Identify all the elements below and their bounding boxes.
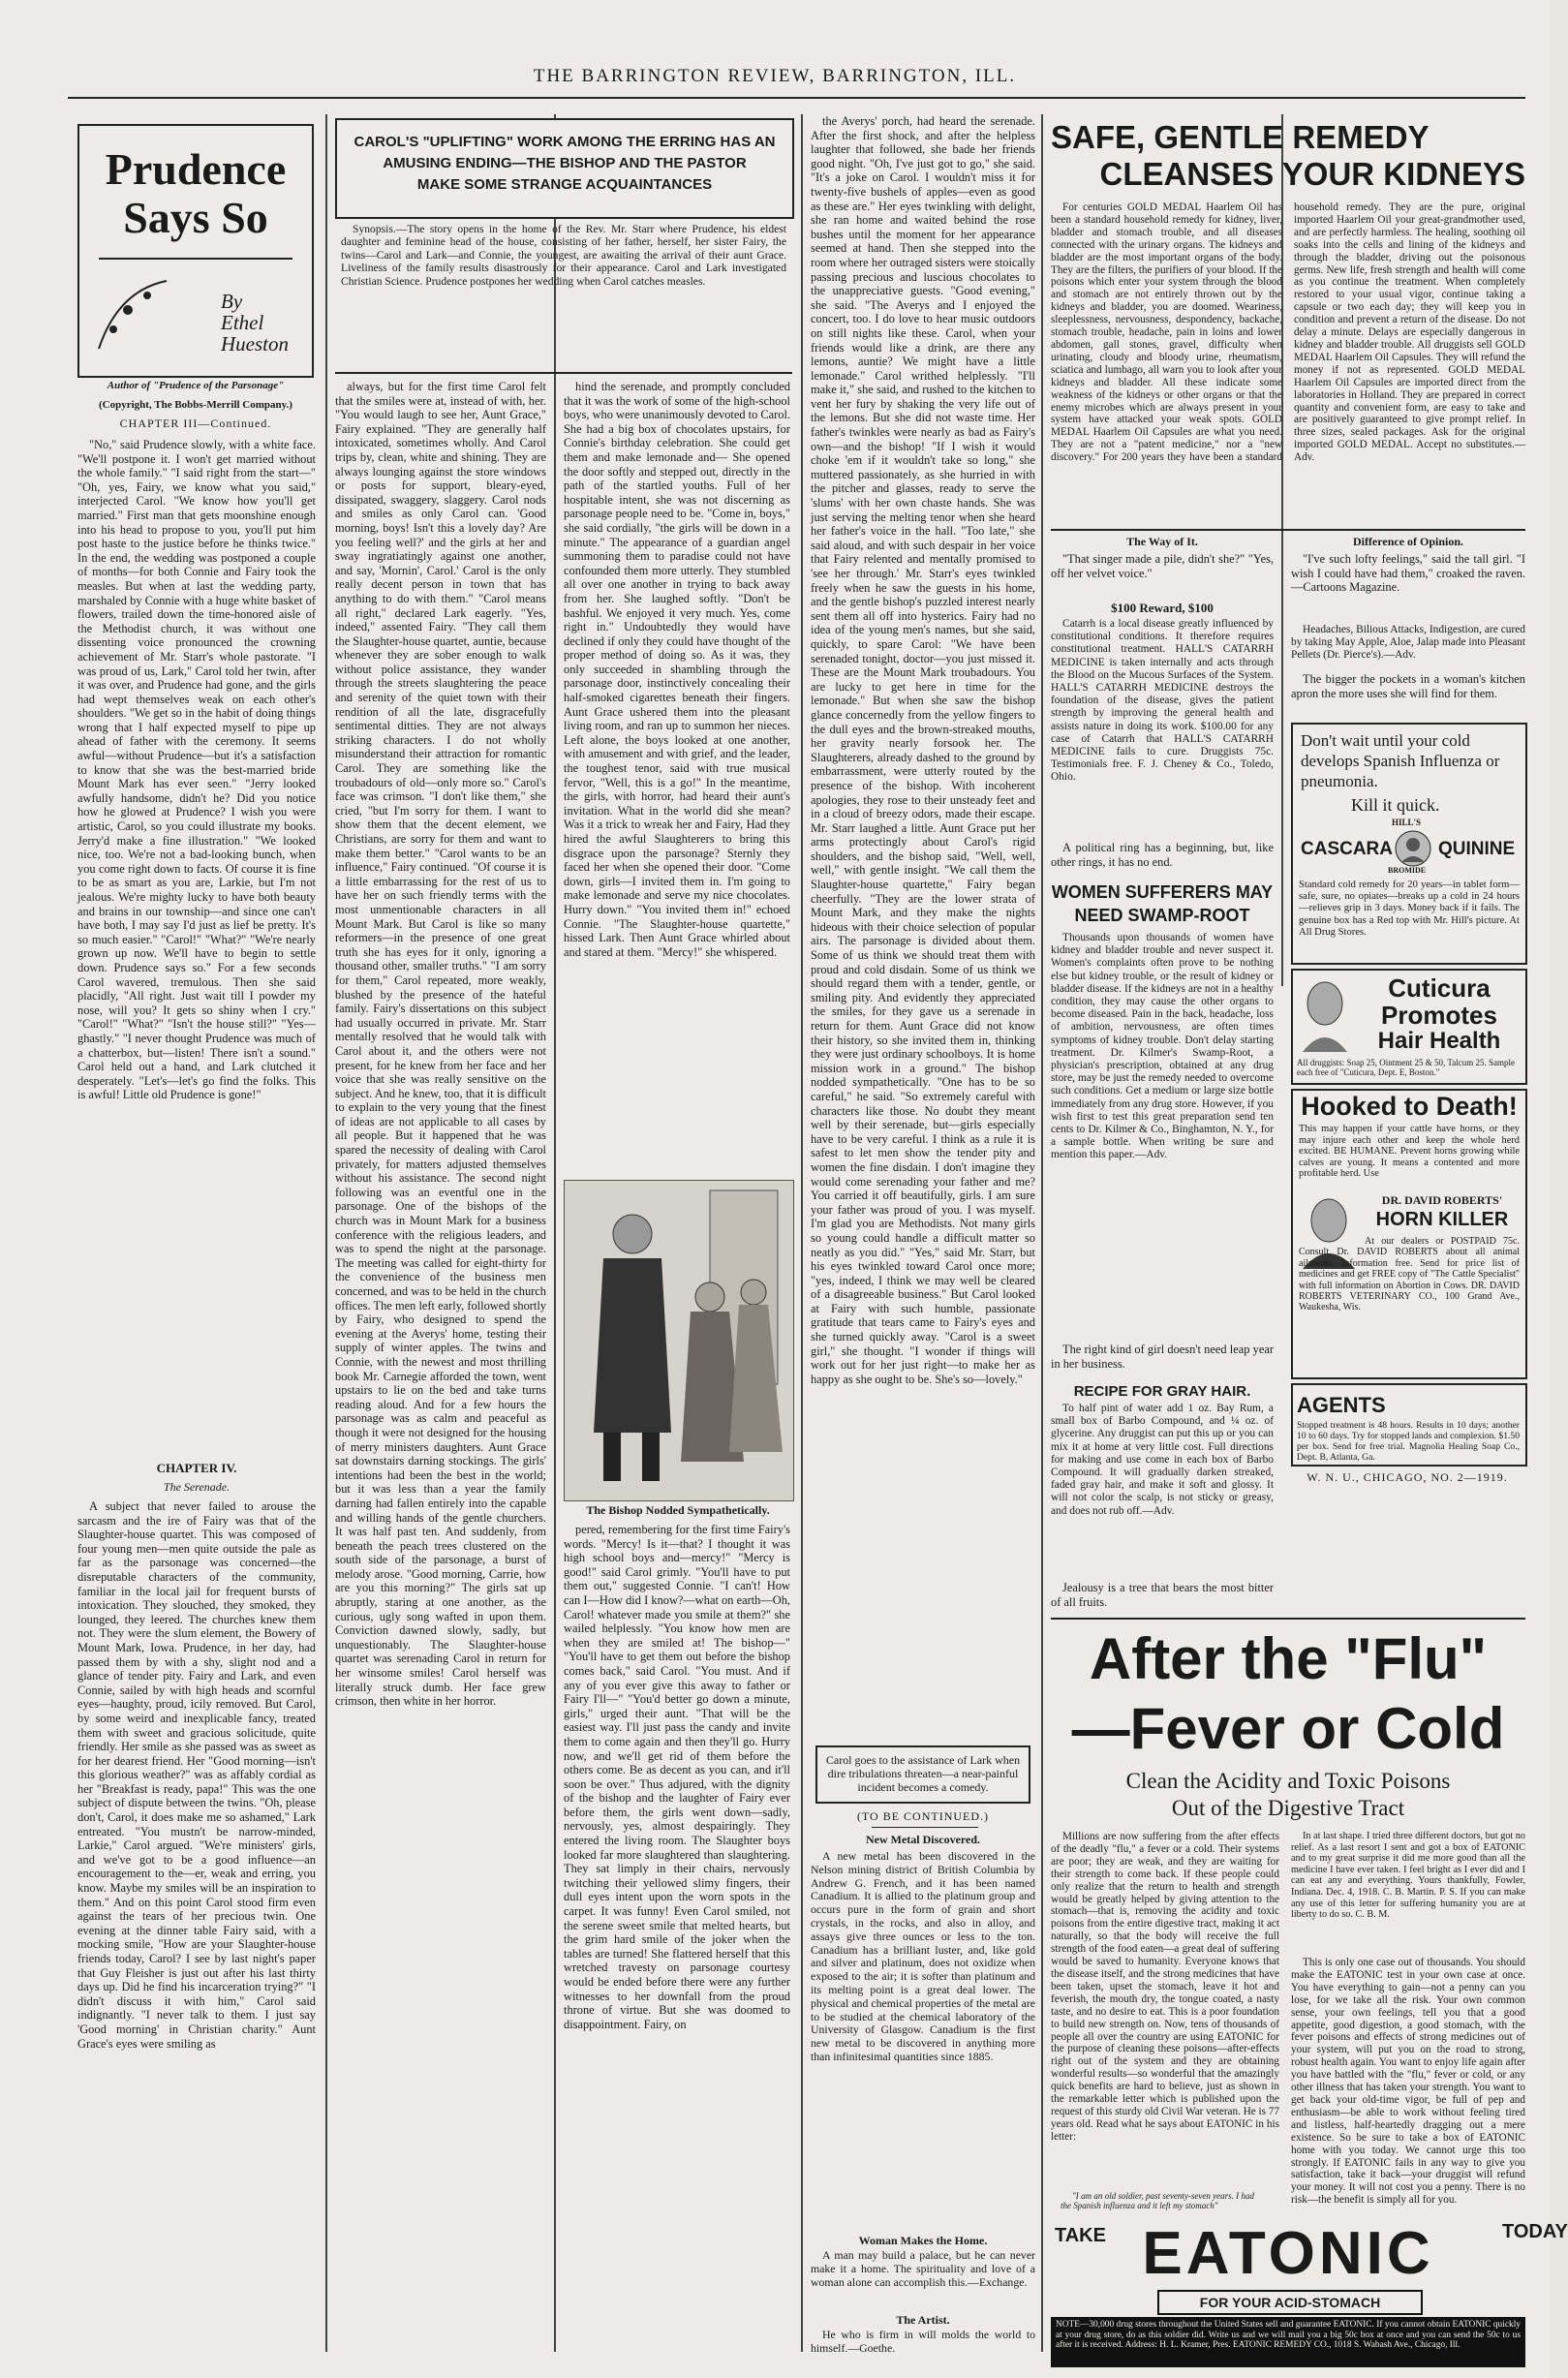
pierce-body xyxy=(1291,624,1525,666)
teaser-text: Carol goes to the assistance of Lark when dire tribulations threaten—a near-painful incident becomes a comedy. xyxy=(825,1753,1021,1794)
filler-woman-head: Woman Makes the Home. xyxy=(858,2234,988,2247)
serial-paragraph: hind the serenade, and promptly concluded that it was the work of some of the high-school boys, who were unanimously devoted to Carol. She had a big box of chocolates upstairs, for Connie's birthday celebration. She could get them and make lemonade and— She opened the door softly and stepped out, directly in the path of the startled youths. Full of her hospitable intent, she was not discerning as parsonage people need to be. "Come in, boys," she said cordially, "the girls will be down in a minute." The appearance of a guardian angel summoning them to paradise could not have confounded them more utterly. They stumbled all over one another in trying to back away from her. She laughed softly. "Don't be bashful. We enjoyed it very much. Yes, come right in." Undoubtedly they would have declined if only they could have thought of the proper method of doing so. As it was, they only succeeded in shambling through the parsonage door, instinctively concealing their half-smoked cigarettes beneath their fingers. Aunt Grace ushered them into the pleasant living room, and ran up to summon her nieces. Left alone, the boys looked at one another, with amusement and with grief, and the leader, the toughest tenor, said with true musical fervor, "Well, this is a go!" In the meantime, the girls, with horror, had heard their aunt's invitation. What in the world did she mean? Was it a trick to wreak her and Fairy, Had they hired the awful Slaughterers to bring this disgrace upon the parsonage? Sternly they faced her when she opened their door. "Come down, girls—I invited them in. I'm going to make lemonade and serve my nice chocolates. Hurry down." "You invited them in!" echoed Connie. "The Slaughter-house quartette," hissed Lark. Then Aunt Grace whirled about and stared at them. "Mercy!" she whispered. xyxy=(564,380,791,959)
kidneys-ad-text: For centuries GOLD MEDAL Haarlem Oil has been a standard household remedy for kidney, liver, bladder and stomach trouble, and all diseases connected with the urinary organs. The kidneys and bladder are the most important organs of the body. They are the filters, the purifiers of your blood. If the poisons which enter your system through the blood and stomach are not entirely thrown out by the kidneys and bladder, you are doomed. Weariness, sleeplessness, nervousness, despondency, backache, stomach trouble, headache, pain in loins and lower abdomen, gall stones, gravel, difficulty when urinating, cloudy and bloody urine, rheumatism, sciatica and lumbago, all warn you to look after your kidneys and bladder. All these indicate some weakness of the kidneys or other organs or that the enemy microbes which are always present in your system have attacked your weak spots. GOLD MEDAL Haarlem Oil Capsules are what you need. They are not a "patent medicine," nor a "new discovery." For 200 years they have been a standard household remedy. They are the pure, original imported Haarlem Oil your great-grandmother used, and are perfectly harmless. The healing, soothing oil soaks into the cells and lining of the kidneys and through the bladder, driving out the poisonous germs. New life, fresh strength and health will come as you continue the treatment. When completely restored to your usual vigor, continue taking a capsule or two each day; they will keep you in condition and prevent a return of the disease. Do not delay a minute. Delays are especially dangerous in kidney and bladder trouble. All druggists sell GOLD MEDAL Haarlem Oil Capsules. They will refund the money if not as represented. GOLD MEDAL Haarlem Oil Capsules are imported direct from the laboratories in Holland. They are prepared in correct quantity and convenient form, are easy to take and are positively guaranteed to give prompt relief. In three sizes, sealed packages. Ask for the original imported GOLD MEDAL. Accept no substitutes.—Adv. xyxy=(1051,201,1525,464)
serial-paragraph: pered, remembering for the first time Fairy's words. "Mercy! Is it—that? I thought it was high school boys and—mercy!" "Mercy is good!" said Carol grimly. "You'll have to put them out," suggested Connie. "I can't! How can I—How did I know?—what on earth—Oh, Carol! whatever made you smile at them?" she wailed helplessly. "You know how men are when they are smiled at! The bishop—" "You'll have to get them out before the bishop comes back," said Carol. "You must. And if any of you ever give this away to father or Fairy I'll—" "You'd better go down a minute, girls," urged their aunt. "That will be the easiest way. I'll just pass the candy and invite them to come again and then they'll go. Hurry now, and we'll get rid of them before the others come. Be as decent as you can, and it'll soon be over." Thus adjured, with the dignity of the bishop and the laughter of Fairy ever before them, the girls went down—sadly, nervously, yes, almost despairingly. They entered the living room. The Slaughter boys looked far more slaughtered than slaughtering. They sat limply in their chairs, nervously twitching their yellowed slimy fingers, their dull eyes intent upon the worn spots in the carpet. It was funny! Even Carol smiled, not the serene sweet smile that melted hearts, but the grim hard smile of the joker when the tables are turned! She flattered herself that this wretched travesty on parsonage courtesy would be ended before there were any further witnesses to her downfall from the proud throne of virtue. But she was doomed to disappointment. Fairy, on xyxy=(564,1523,790,2031)
filler-woman-text: A man may build a palace, but he can never make it a home. The spirituality and love of a woman alone can accomplish this.—Exchange. xyxy=(811,2248,1035,2289)
veteran-letter xyxy=(1291,1831,1525,1953)
quinine-brand: QUININE xyxy=(1438,839,1516,859)
serial-title-line1: Prudence xyxy=(105,144,287,194)
flu-sub2: Out of the Digestive Tract xyxy=(1171,1796,1405,1820)
way-text: "That singer made a pile, didn't she?" "Yes, off her velvet voice." xyxy=(1051,552,1274,580)
filler-rule xyxy=(872,1827,978,1828)
illustration-caption: The Bishop Nodded Sympathetically. xyxy=(586,1503,770,1517)
bishop-figures-icon xyxy=(565,1181,793,1500)
serial-col3-bottom xyxy=(564,1523,790,2361)
cascara-text: Standard cold remedy for 20 years—in tablet form—safe, sure, no opiates—breaks up a cold in 24 hours—relieves grip in 3 days. Money back if it fails. The genuine box has a Red top with Mr. Hill's picture. At All Drug Stores. xyxy=(1299,880,1520,938)
serial-paragraph: the Averys' porch, had heard the serenade. After the first shock, and after the helpless laughter that followed, she bade her friends good night. "Oh, I've just got to go," she said. "It's a joke on Carol. I wouldn't miss it for twenty-five bushels of apples—even as good as these are." Her eyes twinkling with delight, she ran home and waited behind the rose bushes until the moment for her appearance seemed at hand. Then she stepped into the room where her outraged sisters were stoically passing precious and luscious chocolates to the unappreciative guests. "Good evening," she said. "The Averys and I enjoyed the concert, too. I do love to hear music outdoors on still nights like these. Carol, when your friends would like a drink, are there any lemons, auntie? We might have a little lemonade." Carol writhed helplessly. "I'll make it," she said, and rushed to the kitchen to vent her fury by shaking the very life out of the lemons. But she did not waste time. Her father's twinkles were nearly as bad as Fairy's own—and the bishop! "If I wish it would choke 'em if it wouldn't take so long," she muttered passionately, as she hurried in with the pitcher and glasses, ready to serve the 'slums' with her own chaste hands. She was just serving the melting tenor when she heard her father's voice in the hall. "Too late," she said aloud, and with such despair in her voice that Fairy relented and mentally promised to 'see her through.' Mr. Starr's eyes twinkled freely when he saw the guests in his home, and the gentle bishop's puzzled interest nearly sent them all off into hysterics. Fairy had no idea of the young men's names, but she said, quickly, to spare Carol: "We have been serenaded tonight, doctor—you just missed it. These are the Mount Mark troubadours. You are lucky to get here in time for the lemonade." But when she saw the bishop glance concernedly from the yellow fingers to the dull eyes and the brown-streaked mouths, her gravity nearly forsook her. The Slaughterers, already dashed to the ground by embarrassment, were utterly routed by the presence of the bishop. With incoherent apologies, they rose to their unsteady feet and in a cloud of breezy odors, made their escape. Mr. Starr laughed a little. Aunt Grace put her arms protectingly about Carol's rigid shoulders, and the bishop said, "Well, well, well," with gentle insight. "We call them the Slaughter-house quartette," Fairy began cheerfully. "They are the lower strata of Mount Mark, and they make the nights hideous with their choice selection of popular airs. The parsonage is divided about them. Some of us think we should treat them with proud and cold disdain. Some of us think we should regard them with a tender, gentle, or smiling pity. And evidently they appreciated the smiles, for they gave us a serenade in return for them. Aunt Grace did not know their history, so she invited them in, thinking they were just ordinary schoolboys. It is home mission work in a ground." The bishop nodded sympathetically. "One has to be so careful," he said. "So extremely careful with characters like those. No doubt they meant well by their serenade, but—girls especially have to be very careful. I think as a rule it is safest to let men show the tender pity and women the fine disdain. I don't imagine they would come serenading your father and me? You carried it off beautifully, girls. I am sure your father was proud of you. I was myself. I'm glad you are Methodists. Not many girls so young could handle a difficult matter so neatly as you did." "Yes," said Mr. Starr, but his eyes twinkled toward Carol once more; "yes, indeed, I think we may well be cleared of a disagreeable business." But Carol looked at Fairy with such humble, passionate gratitude that tears came to Fairy's eyes and she turned quickly away. "Carol is a sweet girl," she thought. "I wonder if things will work out for her just right—to make her as happy as she ought to be. She's so—lovely." xyxy=(811,114,1035,1386)
reward-head: $100 Reward, $100 xyxy=(1111,601,1214,615)
letter-text: In at last shape. I tried three different doctors, but got no relief. As a last resort I sent and got a box of EATONIC and to my great surprise it did me more good than all the medicine I have ever taken. I feel bright as I ever did and I can eat any and everything. Yours thankfully, Fowler, Indiana. Dec. 4, 1918. C. B. Martin. P. S. If you can make any use of this letter for suffering humanity you are at liberty to do so. C. B. M. xyxy=(1291,1831,1525,1921)
gray-body xyxy=(1051,1403,1274,1577)
serial-col1-top xyxy=(77,438,316,1455)
filler-artist-text: He who is firm in will molds the world to himself.—Goethe. xyxy=(811,2328,1035,2355)
column-rule xyxy=(325,114,327,2352)
flu-headline2: —Fever or Cold xyxy=(1071,1696,1505,1761)
author-credit: Author of "Prudence of the Parsonage" xyxy=(107,380,285,391)
eatonic-logo-block xyxy=(1051,2220,1568,2365)
filler-metal xyxy=(811,1850,1035,2228)
cuticura-head2: Promotes xyxy=(1381,1001,1497,1030)
ring-text: A political ring has a beginning, but, like other rings, it has no end. xyxy=(1051,841,1274,869)
serial-col3-top xyxy=(564,380,790,1174)
jealousy-text: Jealousy is a tree that bears the most bitter of all fruits. xyxy=(1051,1581,1274,1609)
gray-text: To half pint of water add 1 oz. Bay Rum, a small box of Barbo Compound, and ¼ oz. of glycerine. Any druggist can put this up or you can mix it at home at very little cost. Full directions for making and use come in each box of Barbo Compound. It will gradually darken streaked, faded gray hair, and make it soft and glossy. It will not color the scalp, is not sticky or greasy, and does not rub off.—Adv. xyxy=(1051,1403,1274,1517)
synopsis-text: Synopsis.—The story opens in the home of the Rev. Mr. Starr where Prudence, his eldest daughter and feminine head of the house, consisting of her father, herself, her sister Fairy, the twins—Carol and Lark—and Connie, the youngest, are awaiting the arrival of their aunt Grace. Liveliness of the family results disastrously for their appearance. Carol and Lark investigated Christian Science. Prudence postpones her wedding when Carol catches measles. xyxy=(341,223,786,288)
flu-headline1: After the "Flu" xyxy=(1089,1626,1488,1691)
flu-body-left xyxy=(1051,1831,1279,2189)
woman-portrait-icon xyxy=(1297,974,1353,1054)
cascara-head: Don't wait until your cold develops Spanish Influenza or pneumonia. xyxy=(1301,731,1500,790)
byline-first: Ethel xyxy=(221,311,264,334)
ad-rule xyxy=(1051,529,1525,531)
opinion-text: "I've such lofty feelings," said the tall girl. "I wish I could have had them," croaked the raven.—Cartoons Magazine. xyxy=(1291,552,1525,595)
flu-rule xyxy=(1051,1618,1525,1620)
hooked-text: This may happen if your cattle have horns, or they may injure each other and keep the whole herd excited. BE HUMANE. Prevent horns growing while calves are young. It means a contented and more profitable herd. Use xyxy=(1299,1124,1520,1180)
serial-col4 xyxy=(811,114,1035,1742)
opinion-body xyxy=(1291,552,1525,618)
kidneys-ad-body xyxy=(1051,201,1525,526)
serial-title-box xyxy=(77,124,314,378)
masthead: THE BARRINGTON REVIEW, BARRINGTON, ILL. xyxy=(533,66,1017,86)
hooked-head: Hooked to Death! xyxy=(1301,1092,1518,1121)
women-head2: NEED SWAMP-ROOT xyxy=(1074,906,1250,925)
filler-metal-text: A new metal has been discovered in the Nelson mining district of British Columbia by Andrew G. French, and it has been named Canadium. It is allied to the platinum group and occurs pure in the form of grain and short crystals, in the rocks, and also in alloy, and assays give three ounces or less to the ton. Canadium has a brilliant luster, and, like gold and silver and platinum, does not oxidize when exposed to the air; it is softer than platinum and its melting point is a great deal lower. The physical and chemical properties of the metal are to be studied at the chemical laboratory of the University of Glasgow. Canadium is the first new metal to be discovered in anything more than infinitesimal quantities since 1885. xyxy=(811,1849,1035,2063)
flu-text2: This is only one case out of thousands. You should make the EATONIC test in your own case at once. You have everything to gain—not a penny can you lose, for we take all the risk. Your own common sense, your own feelings, tell you that a good appetite, good digestion, a good stomach, with the fever poisons and effects of strong medicines out of your system, will put you on the road to strong, robust health again. You want to enjoy life again after you have battled with the "flu," fever or cold, or any other illness that has taken your strength. You want to get back your old-time vigor, be full of pep and enthusiasm—be able to work without feeling tired and listless, half-heartedly dragging out a mere existence. So be sure to take a box of EATONIC home with you today. We cannot urge this too strongly. If EATONIC fails in any way to give you satisfaction, take it back—your druggist will refund your money. It will not cost you a penny. There is no risk—the benefit is simply all for you. xyxy=(1291,1957,1525,2207)
horn-killer-brand: HORN KILLER xyxy=(1375,1209,1509,1230)
copyright: (Copyright, The Bobbs-Merrill Company.) xyxy=(99,399,292,411)
to-be-continued: (TO BE CONTINUED.) xyxy=(856,1809,990,1823)
flu-text: Millions are now suffering from the after effects of the deadly "flu," a fever or a cold. Their systems are poor; they are weak, and they are waiting for their strength to come back. If these people could only realize that the return to health and strength would be greatly helped by giving attention to the stomach—that is, removing the acidity and toxic poisons from the entire digestive tract, making it act naturally, so that the body will receive the full strength of the food eaten—a great deal of suffering would be saved to humanity. Everyone knows that the disease itself, and the strong medicines that have been taken, upset the stomach, leave it hot and feverish, the mouth dry, the tongue coated, a nasty taste, and no desire to eat. This is a poor foundation to build new strength on. Now, tens of thousands of people all over the country are using EATONIC for the purpose of cleaning these poisons—after-effects right out of the system and they are obtaining wonderful results—so wonderful that the amazingly quick benefits are hard to believe, just as shown in the remarkable letter which is published upon the request of this sturdy old Civil War veteran. He is 77 years old. Read what he says about EATONIC in his letter: xyxy=(1051,1831,1279,2143)
horn-text: At our dealers or POSTPAID 75c. Consult Dr. DAVID ROBERTS about all animal ailments. Information free. Send for price list of medicines and get FREE copy of "The Cattle Specialist" with full information on Abortion in Cows. DR. DAVID ROBERTS VETERINARY CO., 100 Grand Ave., Waukesha, Wis. xyxy=(1299,1236,1520,1313)
agents-text: Stopped treatment is 48 hours. Results in 10 days; another 10 to 60 days. Try for stopped lands and complexion. $1.50 per box. Send for free trial. Magnolia Healing Soap Co., Dept. B, Atlanta, Ga. xyxy=(1297,1420,1520,1463)
gray-head: RECIPE FOR GRAY HAIR. xyxy=(1073,1383,1251,1400)
serial-col1-bottom xyxy=(77,1499,316,2362)
chapter-title: The Serenade. xyxy=(163,1480,231,1494)
women-text: Thousands upon thousands of women have kidney and bladder trouble and never suspect it. Women's complaints often prove to be nothing else but kidney trouble, or the result of kidney or bladder disease. If the kidneys are not in a healthy condition, they may cause the other organs to become diseased. Pain in the back, headache, loss of ambition, nervousness, are often times symptoms of kidney trouble. Don't delay starting treatment. Dr. Kilmer's Swamp-Root, a physician's prescription, obtained at any drug store, may be just the remedy needed to overcome such conditions. Get a medium or large size bottle immediately from any drug store. However, if you wish first to test this great preparation send ten cents to Dr. Kilmer & Co., Binghamton, N. Y., for a sample bottle. When writing be sure and mention this paper.—Adv. xyxy=(1051,932,1274,1161)
serial-col2 xyxy=(335,380,546,2361)
byline-last: Hueston xyxy=(221,332,289,355)
veteran-quote-text: "I am an old soldier, past seventy-seven years. I had the Spanish influenza and it left my stomach" xyxy=(1061,2191,1254,2210)
masthead-rule xyxy=(68,97,1525,99)
column-rule xyxy=(801,114,803,2352)
reward-body xyxy=(1051,618,1274,837)
kidneys-headline1: SAFE, GENTLE REMEDY xyxy=(1051,119,1430,155)
reward-text: Catarrh is a local disease greatly influenced by constitutional conditions. It therefore requires constitutional treatment. HALL'S CATARRH MEDICINE is taken internally and acts through the Blood on the Mucous Surfaces of the System. HALL'S CATARRH MEDICINE destroys the foundation of the disease, gives the patient strength by improving the general health and assists nature in doing its work. $100.00 for any case of Catarrh that HALL'S CATARRH MEDICINE fails to cure. Druggists 75c. Testimonials free. F. J. Cheney & Co., Toledo, Ohio. xyxy=(1051,618,1274,784)
pocket-text: The bigger the pockets in a woman's kitchen apron the more uses she will find for them. xyxy=(1291,672,1525,700)
serial-paragraph: "No," said Prudence slowly, with a white face. "We'll postpone it. I won't get married without the whole family." "I said right from the start—" "Oh, yes, Fairy, we know what you said," interjected Carol. "We know how you'll get married." First man that gets moonshine enough into his head to propose to you, you'll put him post haste to the justice before he thinks twice." In the end, the wedding was postponed a couple of months—for both Connie and Fairy took the measles. But when at last the wedding party, marshaled by Connie with a huge white basket of flowers, trailed down the time-honored aisle of the Methodist church, it was without one dissenting voice pronounced the crowning achievement of Mr. Starr's whole pastorate. "I was proud of us, Lark," Carol told her twin, after it was over, and Prudence had gone, and the girls had wept themselves weak on each other's shoulders. "We get so in the habit of doing things wrong that I half expected myself to pipe up ahead of father with the ceremony. It seems awful—without Prudence—but it's a satisfaction to know that she was the best-married bride Mount Mark has ever seen." "Jerry looked awfully handsome, didn't he? Did you notice how he glowed at Prudence? I wish you were artistic, Carol, so you could illustrate my books. Jerry'd make a fine illustration." "We looked nice, too. We're not a bad-looking bunch, when you come right down to facts. Of course it is fine to be as smart as you are, Larkie, but I'm not jealous. We're mighty lucky to have both beauty and brains in our township—and since one can't have both, I may say I'd just as lief be pretty. It's so much easier." "Carol!" "What?" "We're nearly grown up now. We'll have to begin to settle down. Prudence says so." For a few seconds Carol wavered, tremulous. Then she said placidly, "All right. Just wait till I powder my nose, will you? It gets so shiny when I cry." "Carol!" "What?" "Isn't the house still?" "Yes—ghastly." "I never thought Prudence was much of a chatterbox, but—listen! There isn't a sound." Carol held out a hand, and Lark clutched it desperately. "Let's—let's go find the folks. This is awful! Little old Prudence is gone!" xyxy=(77,438,316,1102)
pocket-body xyxy=(1291,672,1525,717)
serial-title-line2: Says So xyxy=(123,193,268,242)
title-divider xyxy=(99,258,292,260)
headline-line2: AMUSING ENDING—THE BISHOP AND THE PASTOR xyxy=(383,155,747,171)
jealousy-body xyxy=(1051,1581,1274,1612)
chapter-continued: CHAPTER III—Continued. xyxy=(119,417,272,430)
bishop-illustration xyxy=(564,1180,794,1501)
eatonic-brand: EATONIC xyxy=(1142,2220,1434,2287)
bromide-brand: BROMIDE xyxy=(1388,866,1427,875)
veteran-quote xyxy=(1061,2191,1254,2218)
agents-head: AGENTS xyxy=(1297,1393,1386,1417)
column-rule xyxy=(1041,114,1043,2352)
kidneys-headline2: CLEANSES YOUR KIDNEYS xyxy=(1099,156,1525,192)
way-body xyxy=(1051,552,1274,595)
headline-line3: MAKE SOME STRANGE ACQUAINTANCES xyxy=(416,176,713,193)
story-headline-box xyxy=(335,118,794,219)
cascara-kill: Kill it quick. xyxy=(1351,795,1440,815)
serial-paragraph: A subject that never failed to arouse the sarcasm and the ire of Fairy was that of the Slaughter-house quartet. This was composed of four young men—men quite outside the pale as far as the parsonage was concerned—the disreputable characters of the community, familiar in the local jail for frequent bursts of intoxication. They slouched, they smoked, they lounged, they leered. The churches knew them not. They were the slum element, the Bowery of Mount Mark, Iowa. Prudence, in her day, had passed them by with a shy, slight nod and a glance of tender pity. Fairy and Lark, and even Connie, sailed by with high heads and scornful eyes—haughty, proud, icily removed. But Carol, by some weird and inexplicable fancy, treated them with sweet and gracious solicitude, quite friendly. Her smile as she passed was as sweet as for her dearest friend. Her "Good morning—isn't this glorious weather?" was as affably cordial as her "Breakfast is ready, papa!" This was the one subject of dispute between the twins. "Oh, please don't, Carol, it does make me so ashamed," Lark entreated. "You mustn't be narrow-minded, Larkie," Carol argued. "We're ministers' girls, and we've got to be a good influence—an encouragement to the—er, weak and erring, you know. Maybe my smiles will be an inspiration to them." And on this point Carol stood firm even against the tears of her precious twin. One evening at the dinner table Fairy said, with a mocking smile, "How are your Slaughter-house friends today, Carol? I see by last night's paper that Guy Fleisher is just out after his last thirty days up. Did he find his incarceration trying?" "I didn't discuss it with him," Carol said indignantly. "I never talk to them. I just say 'Good morning' in Christian charity." Aunt Grace's eyes were smiling as xyxy=(77,1499,316,2051)
cuticura-head3: Hair Health xyxy=(1377,1028,1501,1054)
chapter-number: CHAPTER IV. xyxy=(156,1461,237,1475)
horn-killer-ad xyxy=(1291,1089,1527,1379)
ring-body xyxy=(1051,841,1274,872)
opinion-head: Difference of Opinion. xyxy=(1352,535,1464,548)
pierce-text: Headaches, Bilious Attacks, Indigestion, are cured by taking May Apple, Aloe, Jalap made into Pleasant Pellets (Dr. Pierce's).—Adv. xyxy=(1291,624,1525,662)
flu-body-right xyxy=(1291,1957,1525,2207)
synopsis-rule xyxy=(335,372,792,374)
eatonic-take: TAKE xyxy=(1055,2225,1106,2246)
mr-hill-portrait-icon xyxy=(1394,829,1432,868)
cascara-brand: CASCARA xyxy=(1301,839,1393,859)
cuticura-head1: Cuticura xyxy=(1388,973,1491,1003)
hills-brand: HILL'S xyxy=(1392,818,1422,827)
column-rule xyxy=(554,114,556,2352)
agents-ad xyxy=(1291,1383,1527,1467)
teaser-box xyxy=(815,1745,1030,1804)
flu-sub1: Clean the Acidity and Toxic Poisons xyxy=(1125,1769,1451,1793)
filler-artist-head: The Artist. xyxy=(896,2313,950,2327)
filler-artist xyxy=(811,2329,1035,2362)
girl-text: The right kind of girl doesn't need leap year in her business. xyxy=(1051,1343,1274,1371)
synopsis xyxy=(341,223,786,368)
girl-body xyxy=(1051,1343,1274,1374)
byline-by: By xyxy=(221,290,243,313)
eatonic-today: TODAY xyxy=(1502,2221,1568,2242)
cuticura-ad xyxy=(1291,969,1527,1085)
eatonic-tag: FOR YOUR ACID-STOMACH xyxy=(1157,2290,1423,2315)
eatonic-note: NOTE—30,000 drug stores throughout the United States sell and guarantee EATONIC. If you cannot obtain EATONIC quickly at your drug store, do as this soldier did. Write us and we will mail you a big 50c box at once and you can send the 50c to us after it is received. Address: H. L. Kramer, Pres. EATONIC REMEDY CO., 1018 S. Wabash Ave., Chicago, Ill. xyxy=(1051,2317,1525,2367)
cascara-ad xyxy=(1291,723,1527,965)
filler-metal-head: New Metal Discovered. xyxy=(865,1833,981,1846)
cuticura-small: All druggists: Soap 25, Ointment 25 & 50, Talcum 25. Sample each free of "Cuticura, Dept. E, Boston." xyxy=(1297,1058,1515,1077)
serial-paragraph: always, but for the first time Carol felt that the smiles were at, instead of with, her. "You would laugh to see her, Aunt Grace," Fairy explained. "They are generally half intoxicated, sometimes wholly. And Carol trips by, clean, white and shining. They are always lounging against the store windows or posts for support, bleary-eyed, dissipated, swaggery, slaggery. Carol nods and smiles as only Carol can. 'Good morning, boys! Isn't this a lovely day? Are you feeling well?' and the girls at her and sway ingratiatingly against one another, and say, 'Mornin', Carol.' Carol is the only really decent person in town that has anything to do with them." "Carol means all right," declared Lark eagerly. "Yes, indeed," assented Fairy. "They call them the Slaughter-house quartet, auntie, because whenever they are sober enough to walk without police assistance, they wander through the streets slaughtering the peace and serenity of the quiet town with their rendition of all the late, disgracefully sentimental ditties. They are not always striking characters. I do not wholly misunderstand their attraction for romantic Carol. They are something like the troubadours of old—only more so." Carol's face was crimson. "I don't like them," she cried, "but I'm sorry for them. I want to show them that the decent element, we Christians, are sorry for them and want to make them better." "Carol wants to be an influence," Fairy continued. "Of course it is a little embarrassing for the rest of us to have her on such friendly terms with the most unmentionable characters in all Mount Mark. But Carol is like so many reformers—in the presence of one great truth she has eyes for it only, ignoring a thousand other, smaller truths." "I am sorry for them," Carol repeated, more weakly, blushed by the presence of the hateful family. Fairy's dissertations on this subject had usually occurred in private. Mr. Starr mentally resolved that he would talk with Carol about it, and the others were not present, for he knew from her face and her voice that she was really sensitive on the subject. And he knew, too, that it is difficult to explain to the very young that the finest of ideas are not applicable to all cases by all people. But it happened that he was spared the necessity of dealing with Carol privately, for matters adjusted themselves without his assistance. The second night following was an eventful one in the parsonage. One of the bishops of the church was in Mount Mark for a business conference with the religious leaders, and was to spend the night at the parsonage. The meeting was called for eight-thirty for the convenience of the business men concerned, and was to be held in the church offices. The men left early, followed shortly by Fairy, who designed to spend the evening at the Averys' home, testing their supply of winter apples. The twins and Connie, with the newest and most thrilling book Mr. Carnegie afforded the town, went upstairs to lie on the bed and take turns reading aloud. And for a few hours the parsonage was as calm and peaceful as though it were not designed for the housing of merry ministers daughters. Aunt Grace sat downstairs darning stockings. The girls' intentions had been the best in the world; but it was less than a year the family darning had fallen entirely into the capable and willing hands of the gentle churchers. It was half past ten. And suddenly, from beneath the peach trees clustered on the south side of the parsonage, a burst of melody arose. "Good morning, Carrie, how are you this morning?" The girls sat up abruptly, staring at one another, as the curious, ugly song wafted in upon them. Conviction dawned slowly, sadly, but unquestionably. The Slaughter-house quartet was serenading Carol in return for her winsome smiles! Carol herself was literally struck dumb. Her face grew crimson, then white in her horror. xyxy=(335,380,546,1709)
filler-woman xyxy=(811,2249,1035,2307)
women-body xyxy=(1051,932,1274,1339)
wnu-line: W. N. U., CHICAGO, NO. 2—1919. xyxy=(1307,1470,1508,1484)
horn-doctor: DR. DAVID ROBERTS' xyxy=(1381,1193,1503,1207)
women-head1: WOMEN SUFFERERS MAY xyxy=(1051,882,1274,902)
way-head: The Way of It. xyxy=(1126,535,1198,548)
ornament-icon xyxy=(89,271,176,358)
headline-line1: CAROL'S "UPLIFTING" WORK AMONG THE ERRING HAS AN xyxy=(354,134,776,150)
